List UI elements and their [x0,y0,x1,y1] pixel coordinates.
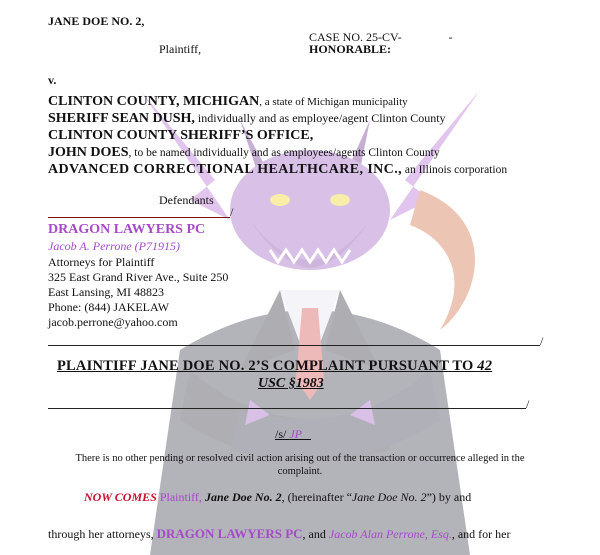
defendant-desc: an Illinois corporation [402,164,508,176]
plaintiff-name: JANE DOE NO. 2, [48,14,145,28]
certification-line-1: There is no other pending or resolved civil action arising out of the transaction or occurrence alleged in the [75,453,525,464]
versus-label: v. [48,73,57,87]
body-line-2-start: through her attorneys, [48,527,157,541]
defendant-john-does [48,145,440,161]
body-line-2 [48,526,511,542]
certification-statement [40,452,560,478]
counsel-rule-end: / [540,334,544,348]
defendant-sheriffs-office [48,128,313,144]
defendant-ach [48,162,507,178]
complaint-title-statute-number: 42 [477,358,493,374]
defendant-clinton-county [48,94,408,110]
defendants-label: Defendants [159,193,214,207]
title-rule-end: / [526,397,530,411]
defendant-name: CLINTON COUNTY SHERIFF’S OFFICE, [48,128,314,143]
complaint-title-line-2: USC §1983 [258,376,324,391]
caption-rule-end: / [230,205,234,219]
honorable-label: HONORABLE: [309,42,392,56]
body-line-2-end: , and for her [451,527,511,541]
attorney-name: Jacob A. Perrone (P71915) [48,239,180,253]
email-address: jacob.perrone@yahoo.com [48,315,178,329]
firm-name: DRAGON LAWYERS PC [48,222,206,237]
plaintiff-name-body: Jane Doe No. 2 [204,490,282,504]
body-line-1 [84,490,471,505]
defendant-desc: individually and as employee/agent Clinton County [194,111,446,125]
plaintiff-word: Plaintiff, [156,490,205,504]
defendant-name: SHERIFF SEAN DUSH, [48,111,195,126]
attorney-role: Attorneys for Plaintiff [48,255,155,269]
firm-name-body: DRAGON LAWYERS PC [156,526,303,541]
defendant-name: JOHN DOES [48,145,129,160]
caption-rule [48,205,230,218]
defendant-desc: , to be named individually and as employees/agents Clinton County [128,147,440,159]
complaint-title-line-1 [57,358,492,375]
counsel-rule [48,345,540,346]
defendant-name: CLINTON COUNTY, MICHIGAN [48,94,260,109]
signature-initials: JP [289,427,302,441]
phone-number: Phone: (844) JAKELAW [48,300,170,314]
case-number-label: CASE NO. 25-CV- [309,30,402,44]
now-comes-label: NOW COMES [84,490,157,504]
signature [275,427,311,442]
plaintiff-role: Plaintiff, [159,42,202,56]
defendant-name: ADVANCED CORRECTIONAL HEALTHCARE, INC., [48,162,402,177]
title-rule [48,408,526,409]
signature-prefix: /s/ [275,427,290,441]
address-line-2: East Lansing, MI 48823 [48,285,164,299]
address-line-1: 325 East Grand River Ave., Suite 250 [48,270,229,284]
complaint-title-text: PLAINTIFF JANE DOE NO. 2’S COMPLAINT PURSUANT TO [57,358,478,374]
defendant-desc: , a state of Michigan municipality [259,96,408,108]
attorney-name-body: Jacob Alan Perrone, Esq. [328,527,452,541]
hereinafter-close: ”) by and [426,490,472,504]
hereinafter-open: , (hereinafter “ [281,490,352,504]
body-and: , and [302,527,329,541]
hereinafter-name: Jane Doe No. 2 [351,490,427,504]
certification-line-2: complaint. [277,466,323,477]
case-number-dash: - [448,30,453,44]
defendant-sheriff [48,111,446,127]
